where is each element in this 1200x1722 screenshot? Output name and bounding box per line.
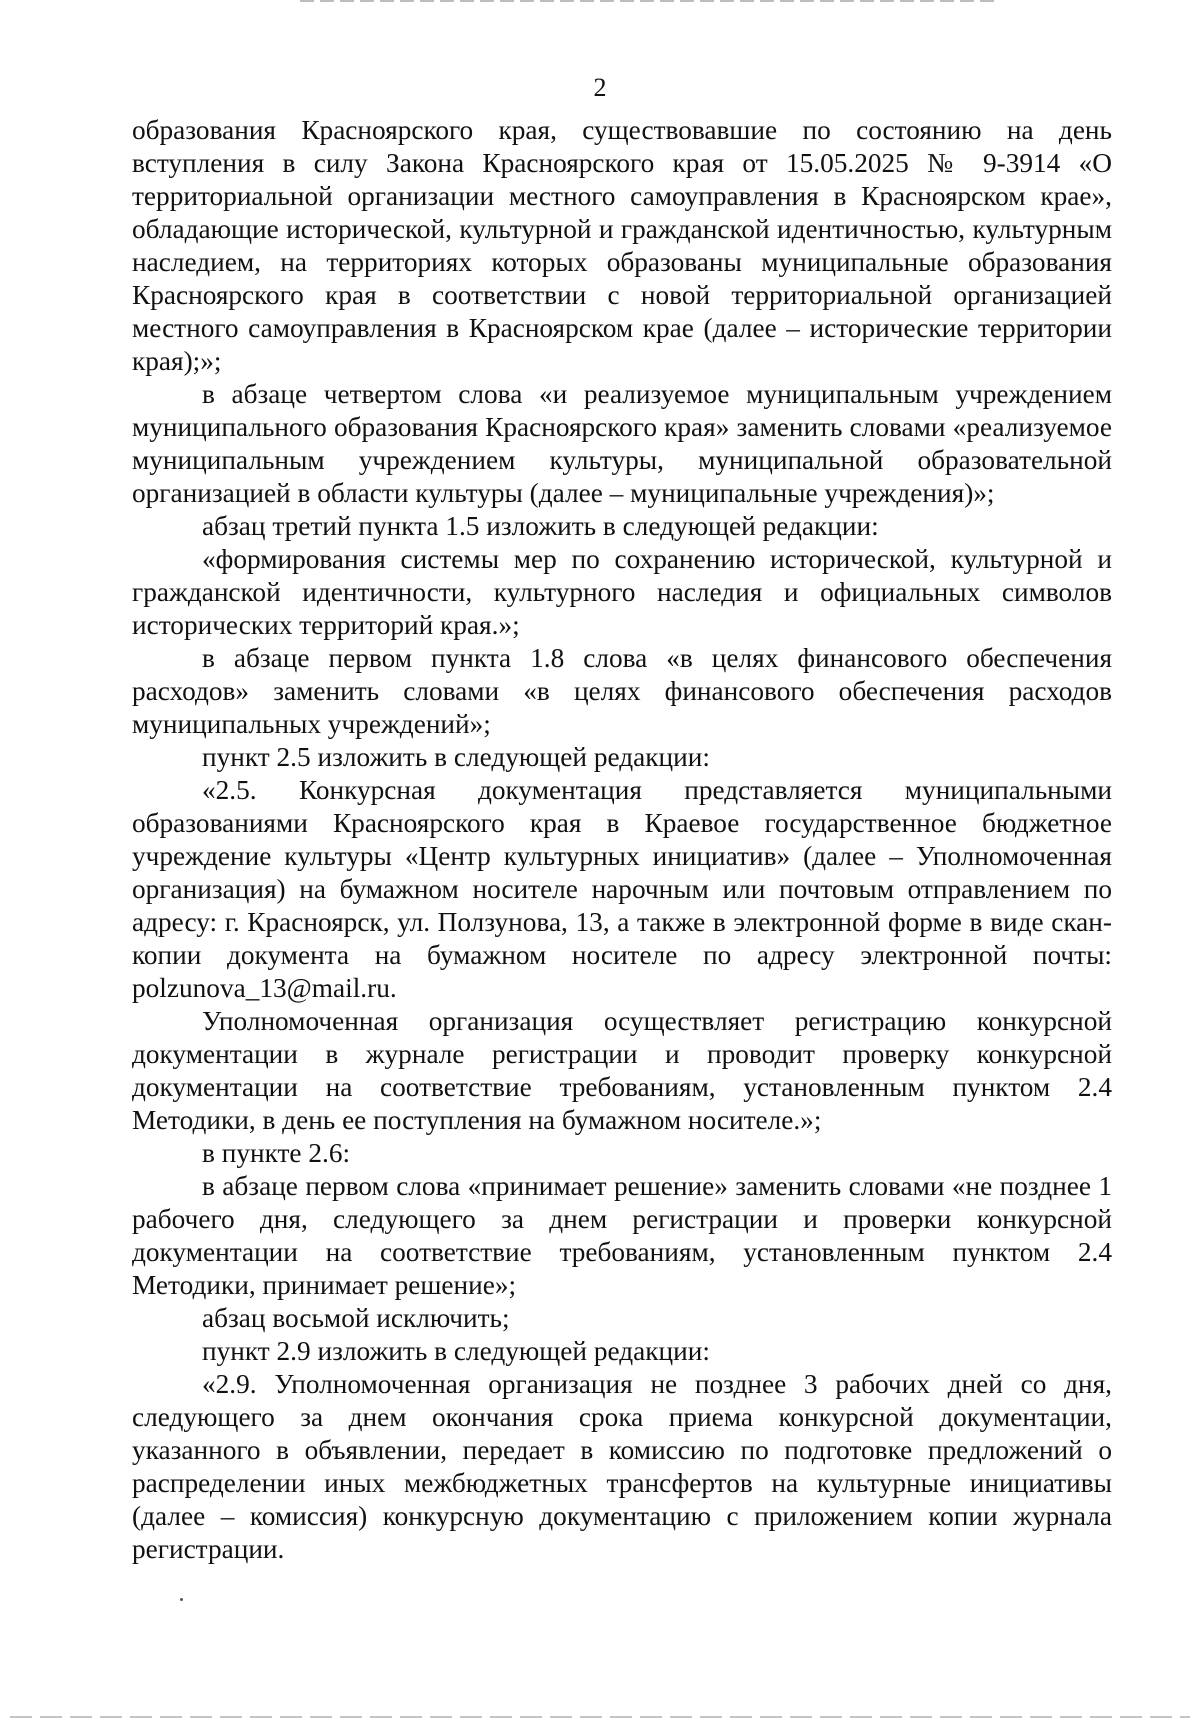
document-body — [132, 114, 1112, 1566]
paragraph: абзац восьмой исключить; — [202, 1303, 510, 1333]
scan-edge-bottom — [10, 1716, 1190, 1718]
scan-speck — [180, 1598, 183, 1601]
paragraph: «2.9. Уполномоченная организация не позднее 3 рабочих дней со дня, следующего за днем окончания срока приема конкурсной документации, указанного в объявлении, передает в комиссию по подготовке предложений о распределении иных межбюджетных трансфертов на культурные инициативы (далее – комиссия) конкурсную документацию с приложением копии журнала регистрации. — [132, 1369, 1112, 1564]
paragraph: пункт 2.9 изложить в следующей редакции: — [202, 1336, 710, 1366]
paragraph: Уполномоченная организация осуществляет регистрацию конкурсной документации в журнале регистрации и проводит проверку конкурсной документации на соответствие требованиям, установленным пунктом 2.4 Методики, в день ее поступления на бумажном носителе.»; — [132, 1006, 1112, 1135]
page-number: 2 — [593, 73, 607, 102]
paragraph-continuation: образования Красноярского края, существовавшие по состоянию на день вступления в силу Закона Красноярского края от 15.05.2025 № 9-3914 «О территориальной организации местного самоуправления в Красноярском крае», обладающие исторической, культурной и гражданской идентичностью, культурным наследием, на территориях которых образованы муниципальные образования Красноярского края в соответствии с новой территориальной организацией местного самоуправления в Красноярском крае (далее – исторические территории края);»; — [132, 115, 1112, 376]
paragraph: «2.5. Конкурсная документация представляется муниципальными образованиями Красноярского края в Краевое государственное бюджетное учреждение культуры «Центр культурных инициатив» (далее – Уполномоченная организация) на бумажном носителе нарочным или почтовым отправлением по адресу: г. Красноярск, ул. Ползунова, 13, а также в электронной форме в виде скан-копии документа на бумажном носителе по адресу электронной почты: polzunova_13@mail.ru. — [132, 775, 1112, 1003]
paragraph: в абзаце первом пункта 1.8 слова «в целях финансового обеспечения расходов» заменить словами «в целях финансового обеспечения расходов муниципальных учреждений»; — [132, 643, 1112, 739]
paragraph: абзац третий пункта 1.5 изложить в следующей редакции: — [202, 511, 879, 541]
paragraph: пункт 2.5 изложить в следующей редакции: — [202, 742, 710, 772]
paragraph: «формирования системы мер по сохранению исторической, культурной и гражданской идентичности, культурного наследия и официальных символов исторических территорий края.»; — [132, 544, 1112, 640]
paragraph: в абзаце четвертом слова «и реализуемое муниципальным учреждением муниципального образования Красноярского края» заменить словами «реализуемое муниципальным учреждением культуры, муниципальной образовательной организацией в области культуры (далее – муниципальные учреждения)»; — [132, 379, 1112, 508]
paragraph: в абзаце первом слова «принимает решение» заменить словами «не позднее 1 рабочего дня, следующего за днем регистрации и проверки конкурсной документации на соответствие требованиям, установленным пунктом 2.4 Методики, принимает решение»; — [132, 1171, 1112, 1300]
scan-edge-top — [300, 0, 1000, 2]
paragraph: в пункте 2.6: — [202, 1138, 351, 1168]
